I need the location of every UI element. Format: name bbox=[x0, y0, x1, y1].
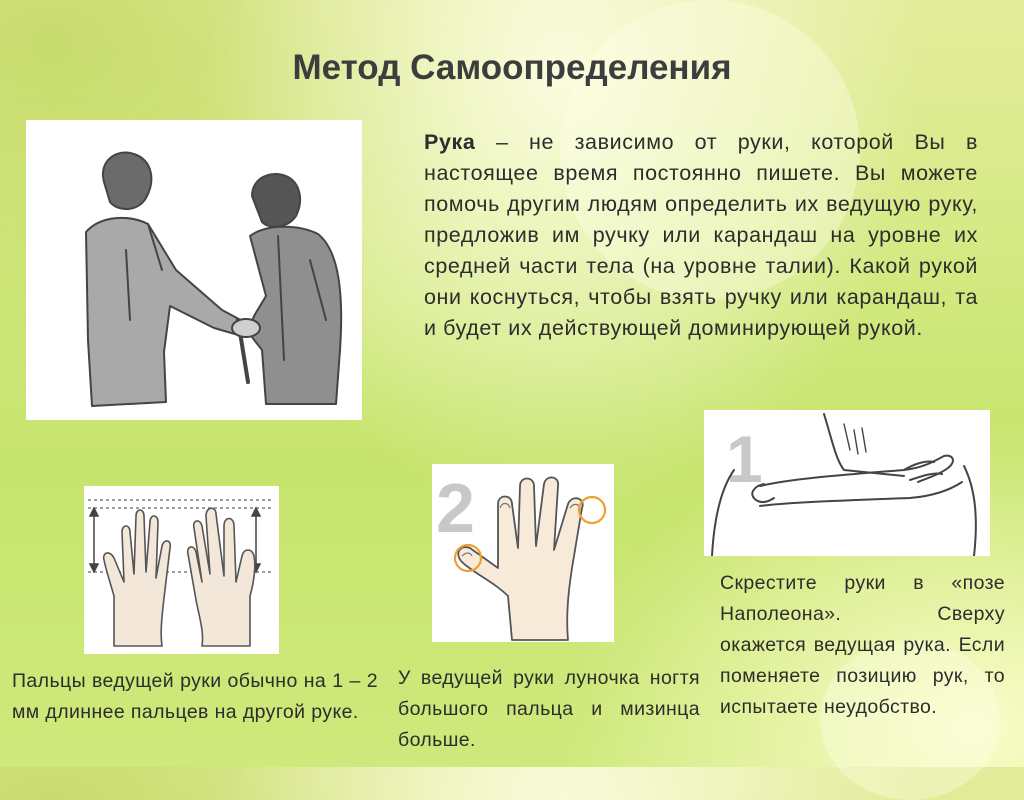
figure-number-2: 2 bbox=[436, 469, 475, 547]
palms-comparison-illustration bbox=[84, 486, 279, 654]
pen-offer-illustration bbox=[26, 120, 362, 420]
figure-number-1: 1 bbox=[726, 422, 763, 496]
main-description-body: – не зависимо от руки, которой Вы в настоящее время постоянно пишете. Вы можете помочь другим людям определить их ведущую руку, предложив им ручку или карандаш на уровне их средней части тела (на уровне талии). Какой рукой они коснуться, чтобы взять ручку или карандаш, та и будет их действующей доминирующей рукой. bbox=[424, 130, 978, 340]
caption-napoleon-pose: Скрестите руки в «позе Наполеона». Сверху окажется ведущая рука. Если поменяете позицию рук, то испытаете неудобство. bbox=[720, 572, 1005, 718]
main-description bbox=[424, 127, 978, 344]
crossed-arms-illustration bbox=[704, 410, 990, 556]
caption-lunula: У ведущей руки луночка ногтя большого пальца и мизинца больше. bbox=[398, 667, 700, 751]
lunula-hand-illustration bbox=[432, 464, 614, 642]
main-description-term: Рука bbox=[424, 130, 476, 154]
slide-title: Метод Самоопределения bbox=[292, 48, 732, 87]
caption-finger-length: Пальцы ведущей руки обычно на 1 – 2 мм длиннее пальцев на другой руке. bbox=[12, 670, 378, 723]
